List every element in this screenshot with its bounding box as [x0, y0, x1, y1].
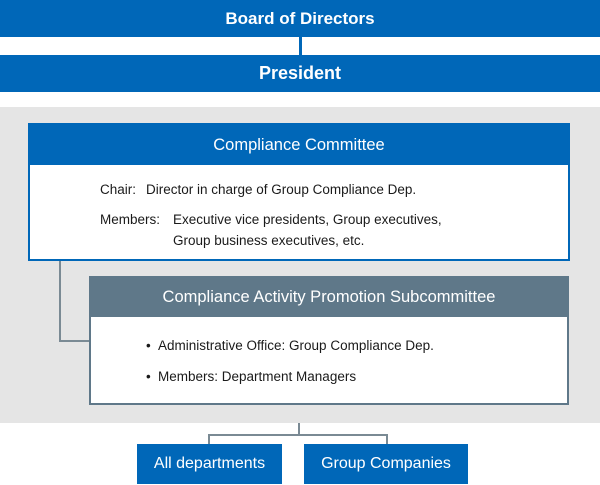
subcommittee-item-administrative-office: Administrative Office: Group Compliance Dep. — [158, 338, 434, 353]
group-companies-box — [304, 444, 468, 484]
board-of-directors-box — [0, 0, 600, 37]
president-label: President — [258, 63, 342, 83]
committee-chair-label: Chair: — [100, 182, 137, 197]
board-of-directors-label: Board of Directors — [225, 8, 375, 28]
connector-to-group-companies — [386, 434, 388, 444]
promotion-subcommittee-box — [89, 276, 569, 405]
committee-members-line-2: Group business executives, etc. — [173, 233, 365, 248]
committee-chair-value: Director in charge of Group Compliance Dep. — [146, 182, 417, 197]
connector-units-horizontal — [208, 434, 388, 436]
bullet-icon: • — [146, 369, 151, 384]
all-departments-label: All departments — [153, 455, 266, 472]
group-companies-label: Group Companies — [321, 455, 451, 472]
connector-to-all-departments — [208, 434, 210, 444]
all-departments-box — [137, 444, 282, 484]
committee-members-line-1: Executive vice presidents, Group executives, — [173, 212, 442, 227]
subcommittee-item-members: Members: Department Managers — [158, 369, 357, 384]
president-box — [0, 55, 600, 92]
compliance-committee-title: Compliance Committee — [213, 135, 385, 154]
connector-committee-subcommittee-vertical — [59, 261, 61, 342]
bullet-icon: • — [146, 338, 151, 353]
connector-committee-subcommittee-horizontal — [59, 340, 91, 342]
committee-members-label: Members: — [100, 212, 161, 227]
promotion-subcommittee-header — [91, 278, 567, 317]
connector-board-president — [299, 37, 302, 55]
promotion-subcommittee-title: Compliance Activity Promotion Subcommittee — [162, 288, 496, 306]
compliance-committee-header — [30, 125, 568, 165]
compliance-committee-box — [28, 123, 570, 261]
